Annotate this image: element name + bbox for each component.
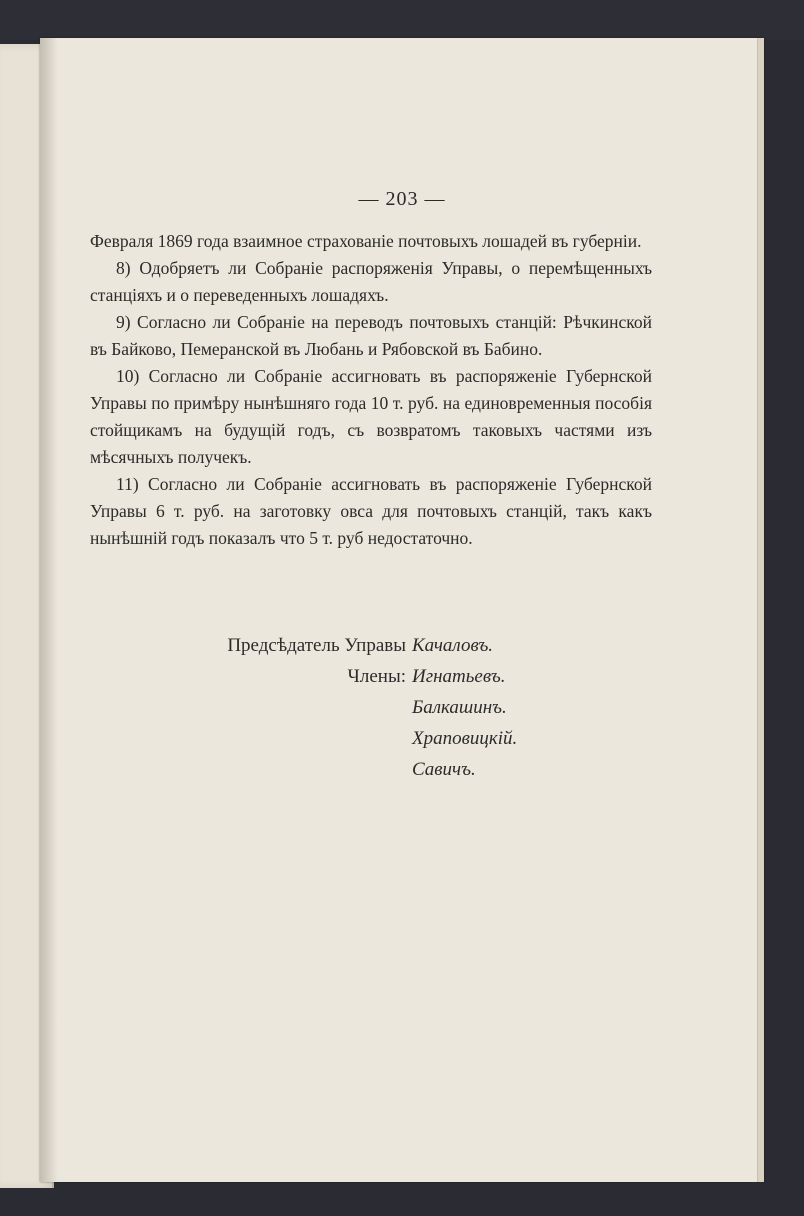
member-row [40, 754, 764, 785]
scan-background [0, 0, 804, 40]
document-page [40, 38, 764, 1182]
page-number: — 203 — [358, 188, 446, 210]
paragraph: Февраля 1869 года взаимное страхованіе почтовыхъ лошадей въ губерніи. [90, 231, 642, 251]
member-row [40, 661, 764, 692]
body-text [90, 228, 652, 552]
chairman-label: Предсѣдатель Управы [227, 635, 406, 656]
member-name: Игнатьевъ. [412, 666, 506, 687]
members-label: Члены: [347, 666, 406, 687]
chairman-name: Качаловъ. [412, 635, 494, 656]
member-name: Балкашинъ. [412, 697, 507, 718]
chairman-row [40, 630, 764, 661]
member-row [40, 692, 764, 723]
paragraph: 11) Согласно ли Собраніе ассигновать въ распоряженіе Губернской Управы 6 т. руб. на заготовку овса для почтовыхъ станцій, такъ какъ нынѣшній годъ показалъ что 5 т. руб недостаточно. [90, 474, 652, 548]
paragraph: 9) Согласно ли Собраніе на переводъ почтовыхъ станцій: Рѣчкинской въ Байково, Пемеранской въ Любань и Рябовской въ Бабино. [90, 312, 652, 359]
member-name: Савичъ. [412, 759, 476, 780]
paragraph: 10) Согласно ли Собраніе ассигновать въ распоряженіе Губернской Управы по примѣру нынѣшняго года 10 т. руб. на единовременныя пособія стойщикамъ на будущій годъ, съ возвратомъ таковыхъ частями изъ мѣсячныхъ получекъ. [90, 366, 652, 467]
signature-block [40, 630, 764, 785]
member-name: Храповицкій. [412, 728, 518, 749]
paragraph: 8) Одобряетъ ли Собраніе распоряженія Управы, о перемѣщенныхъ станціяхъ и о переведенныхъ лошадяхъ. [90, 258, 652, 305]
member-row [40, 723, 764, 754]
